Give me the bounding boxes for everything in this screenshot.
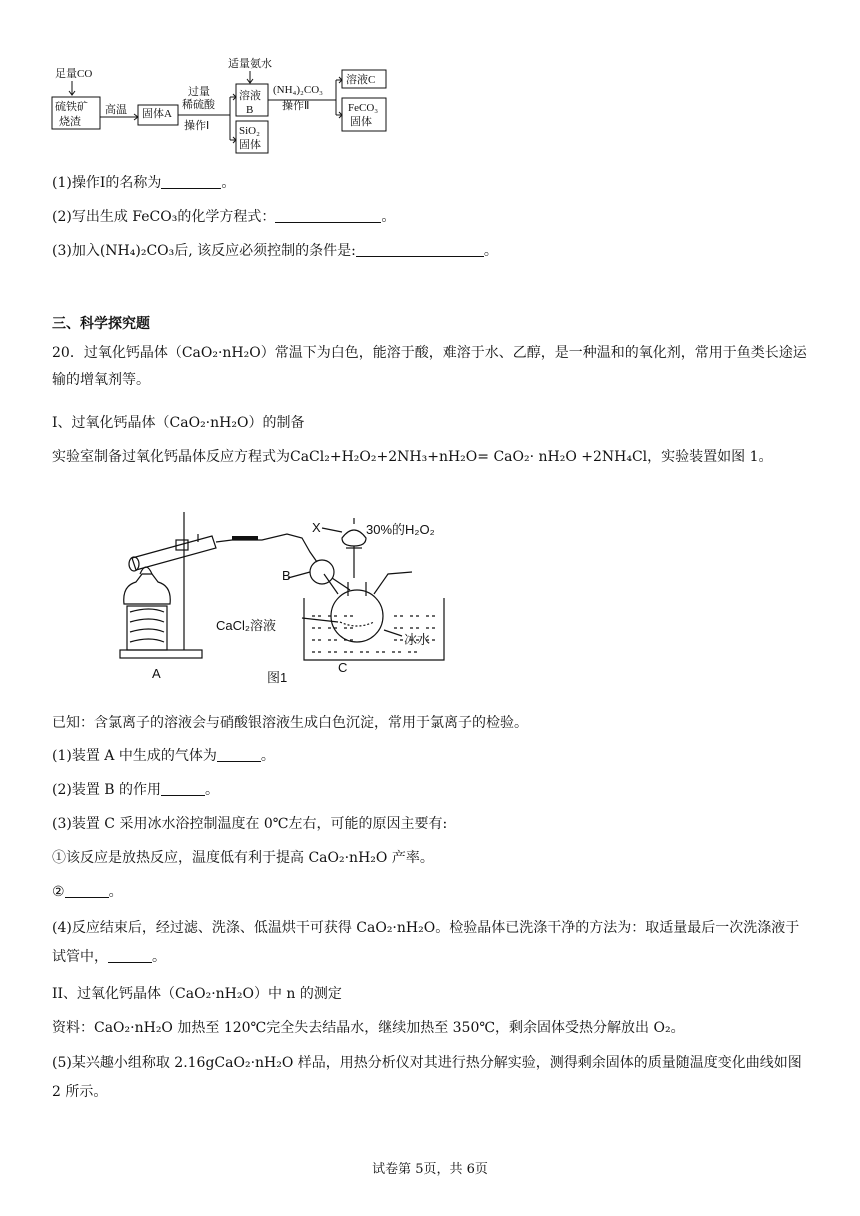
- q20-sub3-reason2: ② 。: [52, 884, 123, 900]
- answer-blank[interactable]: [356, 242, 484, 257]
- figure-caption: 图1: [267, 670, 288, 685]
- page-footer: 试卷第 5页，共 6页: [372, 1162, 488, 1177]
- flow-acid-1: 过量: [188, 86, 210, 98]
- flow-feco3-1: FeCO₃: [348, 102, 379, 114]
- answer-blank[interactable]: [275, 208, 381, 223]
- flow-ammonia: 适量氨水: [228, 58, 272, 70]
- label-a: A: [152, 666, 161, 681]
- flow-solid-a: 固体A: [142, 108, 172, 120]
- q20-sub4: (4)反应结束后，经过滤、洗涤、低温烘干可获得 CaO₂·nH₂O。检验晶体已洗涤干净的方法为：取适量最后一次洗涤液于试管中， 。: [52, 920, 800, 965]
- q20-sub1: (1)装置 A 中生成的气体为 。: [52, 748, 275, 764]
- flow-sio2-1: SiO₂: [239, 125, 260, 137]
- flow-op1: 操作Ⅰ: [184, 120, 210, 132]
- q20-sub5: (5)某兴趣小组称取 2.16gCaO₂·nH₂O 样品，用热分析仪对其进行热分解实验，测得剩余固体的质量随温度变化曲线如图 2 所示。: [52, 1055, 802, 1100]
- label-b: B: [282, 568, 291, 583]
- label-h2o2: 30%的H₂O₂: [366, 522, 435, 537]
- flow-sol-c: 溶液C: [346, 74, 376, 86]
- q19-part1: (1)操作I的名称为 。: [52, 175, 236, 191]
- process-flowchart: [50, 55, 410, 160]
- q19-part3: (3)加入(NH₄)₂CO₃后, 该反应必须控制的条件是: 。: [52, 243, 498, 259]
- label-c: C: [338, 660, 348, 675]
- q19-part2: (2)写出生成 FeCO₃的化学方程式： 。: [52, 209, 396, 225]
- label-icewater: 冰水: [404, 632, 431, 647]
- label-x: X: [312, 520, 321, 535]
- reaction-equation: CaCl₂+H₂O₂+2NH₃+nH₂O= CaO₂· nH₂O +2NH₄Cl: [290, 449, 648, 465]
- flow-feco3-2: 固体: [350, 116, 372, 128]
- flow-ore-2: 烧渣: [59, 116, 81, 128]
- q20-sub3: (3)装置 C 采用冰水浴控制温度在 0℃左右，可能的原因主要有:: [52, 816, 448, 832]
- answer-blank[interactable]: [217, 747, 261, 762]
- section-heading: 三、科学探究题: [52, 316, 150, 332]
- q20-intro: 20．过氧化钙晶体（CaO₂·nH₂O）常温下为白色，能溶于酸，难溶于水、乙醇，是一种温和的氧化剂，常用于鱼类长途运输的增氧剂等。: [52, 345, 807, 388]
- answer-blank[interactable]: [161, 781, 205, 796]
- answer-blank[interactable]: [161, 174, 221, 189]
- answer-blank[interactable]: [65, 883, 109, 898]
- flow-sol-b-2: B: [246, 104, 254, 116]
- q20-info: 资料：CaO₂·nH₂O 加热至 120℃完全失去结晶水，继续加热至 350℃，剩余固体受热分解放出 O₂。: [52, 1020, 685, 1036]
- flow-sio2-2: 固体: [239, 139, 261, 151]
- flow-reagent: (NH₄)₂CO₃: [273, 84, 323, 96]
- flow-ore-1: 硫铁矿: [55, 101, 88, 113]
- q20-known: 已知：含氯离子的溶液会与硝酸银溶液生成白色沉淀，常用于氯离子的检验。: [52, 715, 528, 731]
- label-cacl2: CaCl₂溶液: [216, 618, 276, 633]
- flow-co-label: 足量CO: [55, 68, 93, 80]
- apparatus-figure: [112, 500, 492, 695]
- q20-sub2: (2)装置 B 的作用 。: [52, 782, 220, 798]
- q20-equation-line: 实验室制备过氧化钙晶体反应方程式为CaCl₂+H₂O₂+2NH₃+nH₂O= CaO₂· nH₂O +2NH₄Cl，实验装置如图 1。: [52, 449, 773, 465]
- answer-blank[interactable]: [108, 948, 152, 963]
- q20-part2-heading: II、过氧化钙晶体（CaO₂·nH₂O）中 n 的测定: [52, 986, 342, 1002]
- flow-op2: 操作Ⅱ: [282, 100, 310, 112]
- q20-sub3-reason1: ①该反应是放热反应，温度低有利于提高 CaO₂·nH₂O 产率。: [52, 850, 434, 866]
- q20-part1-heading: I、过氧化钙晶体（CaO₂·nH₂O）的制备: [52, 415, 305, 431]
- flow-high-temp: 高温: [105, 104, 127, 116]
- flow-acid-2: 稀硫酸: [182, 99, 215, 111]
- flow-sol-b-1: 溶液: [239, 90, 261, 102]
